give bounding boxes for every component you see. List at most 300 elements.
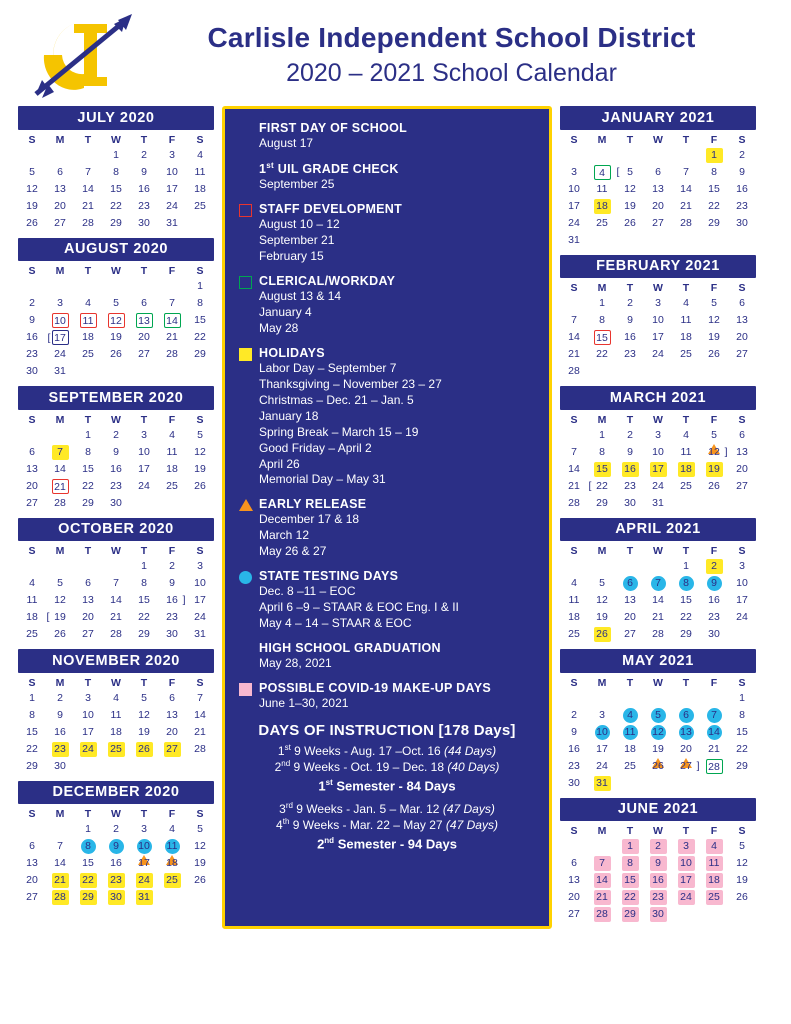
day-cell[interactable] [130, 329, 158, 346]
day-cell[interactable] [728, 215, 756, 232]
day-cell[interactable] [158, 838, 186, 855]
day-cell[interactable] [186, 592, 214, 609]
day-cell[interactable] [728, 478, 756, 495]
day-cell[interactable] [130, 427, 158, 444]
day-cell[interactable] [102, 329, 130, 346]
day-cell[interactable] [560, 906, 588, 923]
day-cell[interactable] [728, 164, 756, 181]
day-cell[interactable] [560, 855, 588, 872]
day-cell[interactable] [130, 855, 158, 872]
day-cell[interactable] [700, 609, 728, 626]
day-cell[interactable] [18, 626, 46, 643]
day-cell[interactable] [46, 724, 74, 741]
day-cell[interactable] [130, 164, 158, 181]
day-cell[interactable] [158, 592, 186, 609]
day-cell[interactable] [158, 575, 186, 592]
day-cell[interactable] [102, 427, 130, 444]
day-cell[interactable] [158, 164, 186, 181]
day-cell[interactable] [130, 821, 158, 838]
day-cell[interactable] [130, 295, 158, 312]
day-cell[interactable] [186, 626, 214, 643]
day-cell[interactable] [130, 889, 158, 906]
day-cell[interactable] [18, 889, 46, 906]
day-cell[interactable] [560, 232, 588, 249]
day-cell[interactable] [18, 329, 46, 346]
day-cell[interactable] [158, 558, 186, 575]
day-cell[interactable] [102, 626, 130, 643]
day-cell[interactable] [74, 478, 102, 495]
day-cell[interactable] [186, 427, 214, 444]
day-cell[interactable] [158, 821, 186, 838]
day-cell[interactable] [700, 707, 728, 724]
day-cell[interactable] [728, 838, 756, 855]
day-cell[interactable] [186, 295, 214, 312]
day-cell[interactable] [560, 758, 588, 775]
day-cell[interactable] [588, 329, 616, 346]
day-cell[interactable] [560, 872, 588, 889]
day-cell[interactable] [588, 592, 616, 609]
day-cell[interactable] [700, 575, 728, 592]
day-cell[interactable] [588, 775, 616, 792]
day-cell[interactable] [672, 346, 700, 363]
day-cell[interactable] [560, 575, 588, 592]
day-cell[interactable] [700, 346, 728, 363]
day-cell[interactable] [728, 707, 756, 724]
day-cell[interactable] [46, 346, 74, 363]
day-cell[interactable] [74, 198, 102, 215]
day-cell[interactable] [700, 838, 728, 855]
day-cell[interactable] [130, 575, 158, 592]
day-cell[interactable] [728, 575, 756, 592]
day-cell[interactable] [616, 312, 644, 329]
day-cell[interactable] [102, 215, 130, 232]
day-cell[interactable] [18, 741, 46, 758]
day-cell[interactable] [130, 181, 158, 198]
day-cell[interactable] [158, 147, 186, 164]
day-cell[interactable] [74, 592, 102, 609]
day-cell[interactable] [700, 312, 728, 329]
day-cell[interactable] [158, 478, 186, 495]
day-cell[interactable] [728, 889, 756, 906]
day-cell[interactable] [46, 855, 74, 872]
day-cell[interactable] [102, 147, 130, 164]
day-cell[interactable] [560, 626, 588, 643]
day-cell[interactable] [46, 575, 74, 592]
day-cell[interactable] [46, 690, 74, 707]
day-cell[interactable] [700, 147, 728, 164]
day-cell[interactable] [588, 164, 616, 181]
day-cell[interactable] [186, 329, 214, 346]
day-cell[interactable] [186, 558, 214, 575]
day-cell[interactable] [186, 707, 214, 724]
day-cell[interactable] [560, 478, 588, 495]
day-cell[interactable] [560, 181, 588, 198]
day-cell[interactable] [616, 838, 644, 855]
day-cell[interactable] [18, 444, 46, 461]
day-cell[interactable] [588, 872, 616, 889]
day-cell[interactable] [728, 741, 756, 758]
day-cell[interactable] [672, 626, 700, 643]
day-cell[interactable] [588, 575, 616, 592]
day-cell[interactable] [18, 215, 46, 232]
day-cell[interactable] [672, 329, 700, 346]
day-cell[interactable] [158, 346, 186, 363]
day-cell[interactable] [560, 461, 588, 478]
day-cell[interactable] [102, 461, 130, 478]
day-cell[interactable] [18, 461, 46, 478]
day-cell[interactable] [700, 558, 728, 575]
day-cell[interactable] [186, 741, 214, 758]
day-cell[interactable] [588, 707, 616, 724]
day-cell[interactable] [728, 724, 756, 741]
day-cell[interactable] [102, 295, 130, 312]
day-cell[interactable] [158, 444, 186, 461]
day-cell[interactable] [728, 295, 756, 312]
day-cell[interactable] [46, 592, 74, 609]
day-cell[interactable] [644, 741, 672, 758]
day-cell[interactable] [74, 821, 102, 838]
day-cell[interactable] [728, 346, 756, 363]
day-cell[interactable] [560, 495, 588, 512]
day-cell[interactable] [616, 198, 644, 215]
day-cell[interactable] [560, 775, 588, 792]
day-cell[interactable] [644, 181, 672, 198]
day-cell[interactable] [130, 592, 158, 609]
day-cell[interactable] [158, 855, 186, 872]
day-cell[interactable] [588, 758, 616, 775]
day-cell[interactable] [588, 741, 616, 758]
day-cell[interactable] [672, 558, 700, 575]
day-cell[interactable] [46, 741, 74, 758]
day-cell[interactable] [130, 707, 158, 724]
day-cell[interactable] [102, 181, 130, 198]
day-cell[interactable] [560, 609, 588, 626]
day-cell[interactable] [46, 295, 74, 312]
day-cell[interactable] [588, 461, 616, 478]
day-cell[interactable] [102, 495, 130, 512]
day-cell[interactable] [560, 329, 588, 346]
day-cell[interactable] [74, 741, 102, 758]
day-cell[interactable] [102, 444, 130, 461]
day-cell[interactable] [672, 741, 700, 758]
day-cell[interactable] [74, 889, 102, 906]
day-cell[interactable] [74, 329, 102, 346]
day-cell[interactable] [74, 838, 102, 855]
day-cell[interactable] [560, 198, 588, 215]
day-cell[interactable] [18, 575, 46, 592]
day-cell[interactable] [74, 724, 102, 741]
day-cell[interactable] [46, 889, 74, 906]
day-cell[interactable] [616, 889, 644, 906]
day-cell[interactable] [560, 363, 588, 380]
day-cell[interactable] [700, 478, 728, 495]
day-cell[interactable] [672, 478, 700, 495]
day-cell[interactable] [46, 626, 74, 643]
day-cell[interactable] [46, 198, 74, 215]
day-cell[interactable] [700, 427, 728, 444]
day-cell[interactable] [700, 444, 728, 461]
day-cell[interactable] [588, 889, 616, 906]
day-cell[interactable] [186, 444, 214, 461]
day-cell[interactable] [644, 329, 672, 346]
day-cell[interactable] [644, 198, 672, 215]
day-cell[interactable] [186, 198, 214, 215]
day-cell[interactable] [588, 609, 616, 626]
day-cell[interactable] [74, 215, 102, 232]
day-cell[interactable] [700, 724, 728, 741]
day-cell[interactable] [102, 198, 130, 215]
day-cell[interactable] [158, 215, 186, 232]
day-cell[interactable] [130, 444, 158, 461]
day-cell[interactable] [74, 609, 102, 626]
day-cell[interactable] [644, 478, 672, 495]
day-cell[interactable] [616, 164, 644, 181]
day-cell[interactable] [102, 741, 130, 758]
day-cell[interactable] [588, 724, 616, 741]
day-cell[interactable] [18, 707, 46, 724]
day-cell[interactable] [700, 855, 728, 872]
day-cell[interactable] [728, 609, 756, 626]
day-cell[interactable] [700, 215, 728, 232]
day-cell[interactable] [700, 592, 728, 609]
day-cell[interactable] [46, 215, 74, 232]
day-cell[interactable] [18, 855, 46, 872]
day-cell[interactable] [644, 609, 672, 626]
day-cell[interactable] [130, 215, 158, 232]
day-cell[interactable] [616, 215, 644, 232]
day-cell[interactable] [700, 329, 728, 346]
day-cell[interactable] [644, 427, 672, 444]
day-cell[interactable] [186, 855, 214, 872]
day-cell[interactable] [18, 592, 46, 609]
day-cell[interactable] [158, 295, 186, 312]
day-cell[interactable] [616, 626, 644, 643]
day-cell[interactable] [672, 164, 700, 181]
day-cell[interactable] [644, 872, 672, 889]
day-cell[interactable] [158, 626, 186, 643]
day-cell[interactable] [186, 724, 214, 741]
day-cell[interactable] [560, 444, 588, 461]
day-cell[interactable] [130, 478, 158, 495]
day-cell[interactable] [560, 889, 588, 906]
day-cell[interactable] [74, 872, 102, 889]
day-cell[interactable] [130, 838, 158, 855]
day-cell[interactable] [700, 461, 728, 478]
day-cell[interactable] [644, 575, 672, 592]
day-cell[interactable] [102, 478, 130, 495]
day-cell[interactable] [102, 312, 130, 329]
day-cell[interactable] [728, 558, 756, 575]
day-cell[interactable] [644, 758, 672, 775]
day-cell[interactable] [186, 821, 214, 838]
day-cell[interactable] [46, 363, 74, 380]
day-cell[interactable] [616, 181, 644, 198]
day-cell[interactable] [18, 312, 46, 329]
day-cell[interactable] [644, 724, 672, 741]
day-cell[interactable] [158, 707, 186, 724]
day-cell[interactable] [588, 626, 616, 643]
day-cell[interactable] [728, 461, 756, 478]
day-cell[interactable] [616, 329, 644, 346]
day-cell[interactable] [74, 346, 102, 363]
day-cell[interactable] [186, 690, 214, 707]
day-cell[interactable] [644, 461, 672, 478]
day-cell[interactable] [560, 592, 588, 609]
day-cell[interactable] [672, 838, 700, 855]
day-cell[interactable] [700, 295, 728, 312]
day-cell[interactable] [158, 427, 186, 444]
day-cell[interactable] [158, 461, 186, 478]
day-cell[interactable] [728, 198, 756, 215]
day-cell[interactable] [560, 164, 588, 181]
day-cell[interactable] [102, 346, 130, 363]
day-cell[interactable] [644, 889, 672, 906]
day-cell[interactable] [74, 575, 102, 592]
day-cell[interactable] [130, 312, 158, 329]
day-cell[interactable] [46, 838, 74, 855]
day-cell[interactable] [588, 427, 616, 444]
day-cell[interactable] [158, 690, 186, 707]
day-cell[interactable] [672, 872, 700, 889]
day-cell[interactable] [186, 872, 214, 889]
day-cell[interactable] [186, 312, 214, 329]
day-cell[interactable] [186, 575, 214, 592]
day-cell[interactable] [130, 626, 158, 643]
day-cell[interactable] [616, 855, 644, 872]
day-cell[interactable] [46, 478, 74, 495]
day-cell[interactable] [46, 329, 74, 346]
day-cell[interactable] [728, 312, 756, 329]
day-cell[interactable] [186, 278, 214, 295]
day-cell[interactable] [74, 295, 102, 312]
day-cell[interactable] [672, 295, 700, 312]
day-cell[interactable] [588, 906, 616, 923]
day-cell[interactable] [102, 609, 130, 626]
day-cell[interactable] [616, 872, 644, 889]
day-cell[interactable] [644, 855, 672, 872]
day-cell[interactable] [130, 724, 158, 741]
day-cell[interactable] [74, 690, 102, 707]
day-cell[interactable] [74, 312, 102, 329]
day-cell[interactable] [560, 215, 588, 232]
day-cell[interactable] [74, 626, 102, 643]
day-cell[interactable] [728, 872, 756, 889]
day-cell[interactable] [186, 346, 214, 363]
day-cell[interactable] [18, 758, 46, 775]
day-cell[interactable] [130, 741, 158, 758]
day-cell[interactable] [588, 215, 616, 232]
day-cell[interactable] [644, 295, 672, 312]
day-cell[interactable] [588, 444, 616, 461]
day-cell[interactable] [644, 906, 672, 923]
day-cell[interactable] [158, 872, 186, 889]
day-cell[interactable] [700, 758, 728, 775]
day-cell[interactable] [700, 889, 728, 906]
day-cell[interactable] [728, 181, 756, 198]
day-cell[interactable] [102, 855, 130, 872]
day-cell[interactable] [560, 346, 588, 363]
day-cell[interactable] [102, 821, 130, 838]
day-cell[interactable] [588, 295, 616, 312]
day-cell[interactable] [18, 609, 46, 626]
day-cell[interactable] [672, 575, 700, 592]
day-cell[interactable] [560, 724, 588, 741]
day-cell[interactable] [700, 181, 728, 198]
day-cell[interactable] [588, 346, 616, 363]
day-cell[interactable] [46, 181, 74, 198]
day-cell[interactable] [130, 147, 158, 164]
day-cell[interactable] [644, 592, 672, 609]
day-cell[interactable] [672, 855, 700, 872]
day-cell[interactable] [130, 558, 158, 575]
day-cell[interactable] [644, 707, 672, 724]
day-cell[interactable] [616, 444, 644, 461]
day-cell[interactable] [616, 495, 644, 512]
day-cell[interactable] [18, 872, 46, 889]
day-cell[interactable] [102, 838, 130, 855]
day-cell[interactable] [186, 478, 214, 495]
day-cell[interactable] [46, 164, 74, 181]
day-cell[interactable] [616, 427, 644, 444]
day-cell[interactable] [130, 872, 158, 889]
day-cell[interactable] [18, 295, 46, 312]
day-cell[interactable] [672, 198, 700, 215]
day-cell[interactable] [18, 838, 46, 855]
day-cell[interactable] [102, 690, 130, 707]
day-cell[interactable] [46, 872, 74, 889]
day-cell[interactable] [728, 592, 756, 609]
day-cell[interactable] [560, 741, 588, 758]
day-cell[interactable] [158, 609, 186, 626]
day-cell[interactable] [616, 575, 644, 592]
day-cell[interactable] [158, 198, 186, 215]
day-cell[interactable] [616, 346, 644, 363]
day-cell[interactable] [46, 707, 74, 724]
day-cell[interactable] [644, 838, 672, 855]
day-cell[interactable] [588, 478, 616, 495]
day-cell[interactable] [728, 147, 756, 164]
day-cell[interactable] [672, 758, 700, 775]
day-cell[interactable] [616, 592, 644, 609]
day-cell[interactable] [102, 707, 130, 724]
day-cell[interactable] [644, 346, 672, 363]
day-cell[interactable] [186, 838, 214, 855]
day-cell[interactable] [158, 724, 186, 741]
day-cell[interactable] [18, 690, 46, 707]
day-cell[interactable] [728, 758, 756, 775]
day-cell[interactable] [672, 181, 700, 198]
day-cell[interactable] [700, 164, 728, 181]
day-cell[interactable] [130, 461, 158, 478]
day-cell[interactable] [616, 758, 644, 775]
day-cell[interactable] [186, 147, 214, 164]
day-cell[interactable] [102, 592, 130, 609]
day-cell[interactable] [616, 609, 644, 626]
day-cell[interactable] [672, 889, 700, 906]
day-cell[interactable] [588, 855, 616, 872]
day-cell[interactable] [18, 346, 46, 363]
day-cell[interactable] [672, 427, 700, 444]
day-cell[interactable] [644, 495, 672, 512]
day-cell[interactable] [588, 495, 616, 512]
day-cell[interactable] [644, 312, 672, 329]
day-cell[interactable] [560, 707, 588, 724]
day-cell[interactable] [130, 690, 158, 707]
day-cell[interactable] [46, 495, 74, 512]
day-cell[interactable] [74, 707, 102, 724]
day-cell[interactable] [130, 198, 158, 215]
day-cell[interactable] [102, 872, 130, 889]
